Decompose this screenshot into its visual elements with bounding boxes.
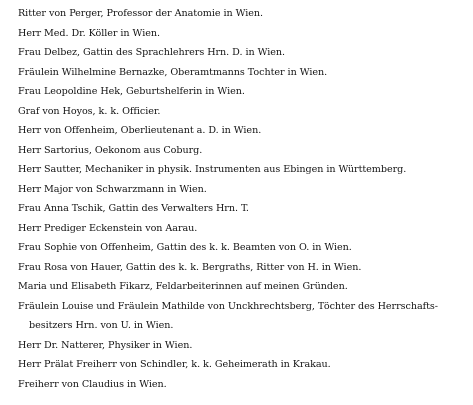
list-item: Herr Sautter, Mechaniker in physik. Instrumenten aus Ebingen in Württemberg. bbox=[18, 164, 407, 175]
list-item: Maria und Elisabeth Fikarz, Feldarbeiterinnen auf meinen Gründen. bbox=[18, 281, 348, 292]
list-item: Herr Sartorius, Oekonom aus Coburg. bbox=[18, 144, 203, 156]
list-item: Herr Dr. Natterer, Physiker in Wien. bbox=[18, 339, 193, 351]
list-item: Herr von Offenheim, Oberlieutenant a. D. in Wien. bbox=[18, 125, 262, 136]
list-item: Herr Med. Dr. Köller in Wien. bbox=[18, 27, 160, 39]
list-item: Fräulein Louise und Fräulein Mathilde von Unckhrechtsberg, Töchter des Herrschafts- bbox=[18, 300, 438, 312]
list-item: Ritter von Perger, Professor der Anatomie in Wien. bbox=[18, 8, 264, 19]
list-item: Frau Sophie von Offenheim, Gattin des k. k. Beamten von O. in Wien. bbox=[18, 242, 352, 253]
list-item: Frau Delbez, Gattin des Sprachlehrers Hrn. D. in Wien. bbox=[18, 47, 286, 58]
list-item: Frau Rosa von Hauer, Gattin des k. k. Bergraths, Ritter von H. in Wien. bbox=[18, 261, 362, 273]
list-item-continuation: besitzers Hrn. von U. in Wien. bbox=[29, 320, 174, 331]
list-item: Herr Prediger Eckenstein von Aarau. bbox=[18, 222, 198, 234]
list-item: Frau Anna Tschik, Gattin des Verwalters Hrn. T. bbox=[18, 203, 249, 214]
list-item: Frau Leopoldine Hek, Geburtshelferin in Wien. bbox=[18, 86, 245, 97]
list-item: Fräulein Wilhelmine Bernazke, Oberamtmanns Tochter in Wien. bbox=[18, 66, 328, 78]
list-item: Graf von Hoyos, k. k. Officier. bbox=[18, 105, 161, 117]
list-item: Freiherr von Claudius in Wien. bbox=[18, 378, 167, 390]
name-list bbox=[18, 4, 470, 394]
list-item: Herr Prälat Freiherr von Schindler, k. k. Geheimerath in Krakau. bbox=[18, 359, 331, 370]
list-item: Herr Major von Schwarzmann in Wien. bbox=[18, 183, 207, 195]
